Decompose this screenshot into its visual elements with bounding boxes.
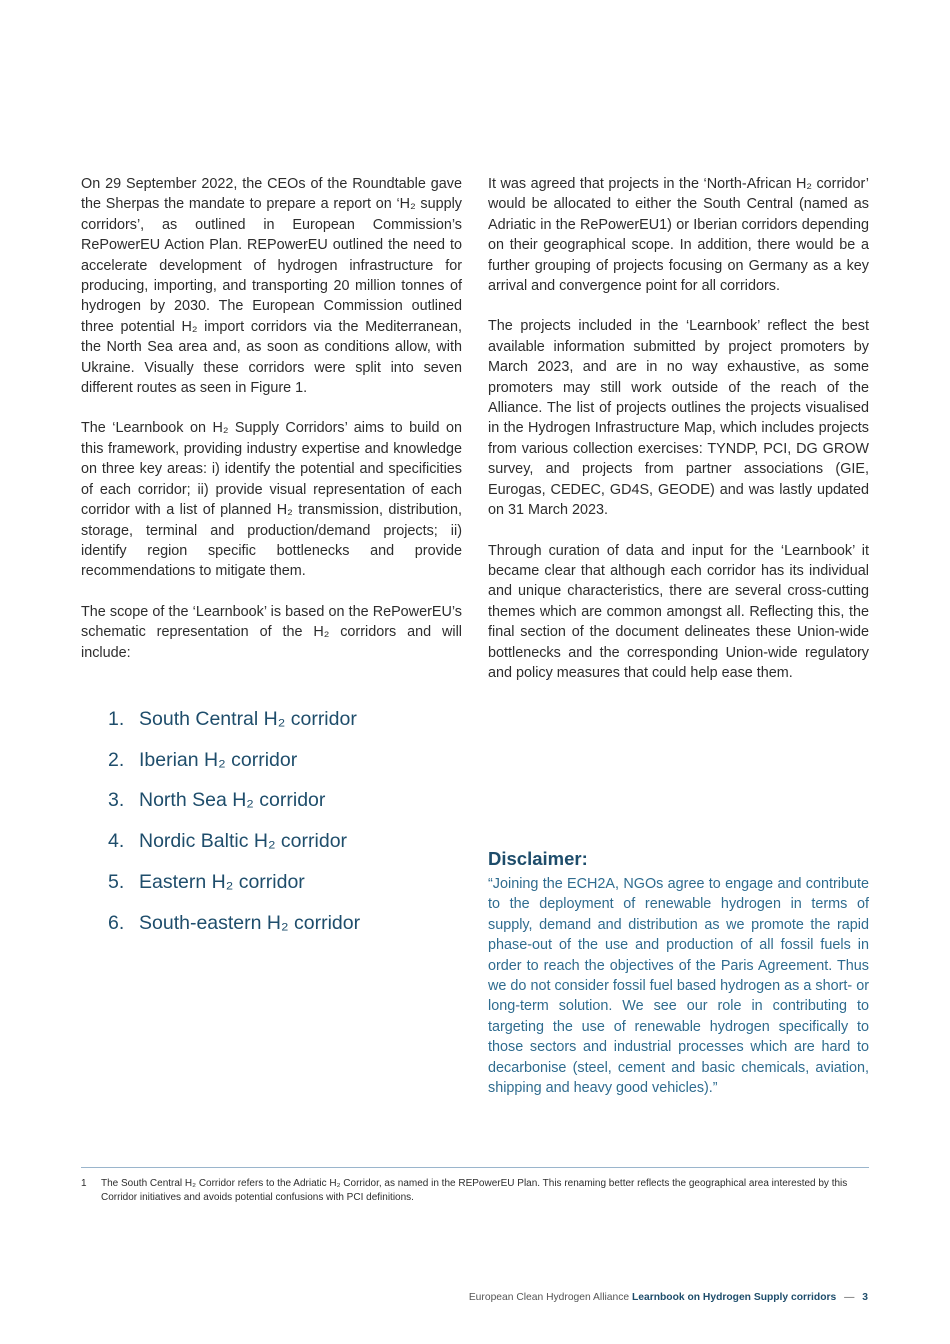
curation-paragraph: Through curation of data and input for the ‘Learnbook’ it became clear that although each corridor has its individual and unique characteristics, there are several cross-cutting themes which are common amongst all. Reflecting this, the final section of the document delineates these Union-wide bottlenecks and the corresponding Union-wide regulatory and policy measures that could help ease them. — [488, 542, 869, 681]
corridor-number: 4. — [108, 830, 125, 853]
corridor-number: 1. — [108, 707, 125, 730]
scope-paragraph: The scope of the ‘Learnbook’ is based on the RePowerEU’s schematic representation of the H₂ corridors and will include: — [81, 603, 462, 661]
corridor-label: Eastern H₂ corridor — [139, 871, 305, 894]
learnbook-aims-paragraph: The ‘Learnbook on H₂ Supply Corridors’ aims to build on this framework, providing industry expertise and knowledge on three key areas: i) identify the potential and specificities of each corridor; ii) provide visual representation of each corridor with a list of planned H₂ transmission, distribution, storage, terminal and production/demand projects; ii) identify region specific bottlenecks and provide recommendations to mitigate them. — [81, 420, 462, 580]
left-column — [81, 174, 462, 663]
corridor-item — [108, 781, 360, 822]
allocation-paragraph: It was agreed that projects in the ‘North-African H₂ corridor’ would be allocated to either the South Central (named as Adriatic in the RePowerEU1) or Iberian corridors depending on their geographical scope. In addition, there would be a further grouping of projects focusing on Germany as a key arrival and convergence point for all corridors. — [488, 176, 869, 295]
disclaimer-box — [488, 848, 869, 1098]
corridor-item — [108, 903, 360, 944]
corridor-label: South-eastern H₂ corridor — [139, 911, 361, 934]
corridor-number: 6. — [108, 911, 125, 934]
projects-paragraph: The projects included in the ‘Learnbook’ reflect the best available information submitted by project promoters by March 2023, and are in no way exhaustive, as some promoters may still work outside of the reach of the Alliance. The list of projects outlines the projects visualised in the Hydrogen Infrastructure Map, which includes projects from various collection exercises: TYNDP, PCI, DG GROW survey, and projects from partner associations (GIE, Eurogas, CEDEC, GD4S, GEODE) and was lastly updated on 31 March 2023. — [488, 318, 869, 519]
page-number: 3 — [862, 1292, 868, 1303]
corridor-number: 3. — [108, 789, 125, 812]
footnote-divider — [81, 1167, 869, 1168]
corridor-label: Iberian H₂ corridor — [139, 748, 298, 771]
right-column — [488, 174, 869, 683]
corridor-label: North Sea H₂ corridor — [139, 789, 326, 812]
footnote-text: The South Central H₂ Corridor refers to the Adriatic H₂ Corridor, as named in the REPowerEU Plan. This renaming better reflects the geographical area interested by this Corridor initiatives and avoids potential confusions with PCI definitions. — [101, 1178, 848, 1203]
footer-org: European Clean Hydrogen Alliance — [468, 1292, 630, 1303]
corridor-item — [108, 821, 360, 862]
corridor-item — [108, 740, 360, 781]
corridor-number: 5. — [108, 871, 125, 894]
intro-paragraph: On 29 September 2022, the CEOs of the Roundtable gave the Sherpas the mandate to prepare a report on ‘H₂ supply corridors’, as outlined in European Commission’s RePowerEU Action Plan. REPowerEU outlined the need to accelerate development of hydrogen infrastructure for producing, importing, and transporting 20 million tonnes of hydrogen by 2030. The European Commission outlined three potential H₂ import corridors via the Mediterranean, the North Sea area and, as soon as conditions allow, with Ukraine. Visually these corridors were split into seven different routes as seen in Figure 1. — [81, 176, 462, 397]
corridor-label: Nordic Baltic H₂ corridor — [139, 830, 348, 853]
disclaimer-text: “Joining the ECH2A, NGOs agree to engage and contribute to the deployment of renewable hydrogen in terms of supply, demand and distribution as we promote the rapid phase-out of the use and production of all fossil fuels in order to reach the objectives of the Paris Agreement. Thus we do not consider fossil fuel based hydrogen as a short- or long-term solution. We see our role in contributing to targeting the use of renewable hydrogen specifically to those sectors and industrial processes which are hard to decarbonise (steel, cement and basic chemicals, aviation, shipping and heavy good vehicles).” — [488, 876, 869, 1097]
corridor-list — [108, 699, 360, 944]
disclaimer-title: Disclaimer: — [488, 848, 588, 869]
corridor-item — [108, 699, 360, 740]
corridor-item — [108, 862, 360, 903]
footer-separator: — — [844, 1292, 855, 1303]
page-footer — [469, 1292, 868, 1303]
corridor-label: South Central H₂ corridor — [139, 707, 357, 730]
footnote-number: 1 — [81, 1178, 87, 1189]
footer-doc-title: Learnbook on Hydrogen Supply corridors — [631, 1292, 837, 1303]
footnote — [81, 1177, 869, 1205]
corridor-number: 2. — [108, 748, 125, 771]
